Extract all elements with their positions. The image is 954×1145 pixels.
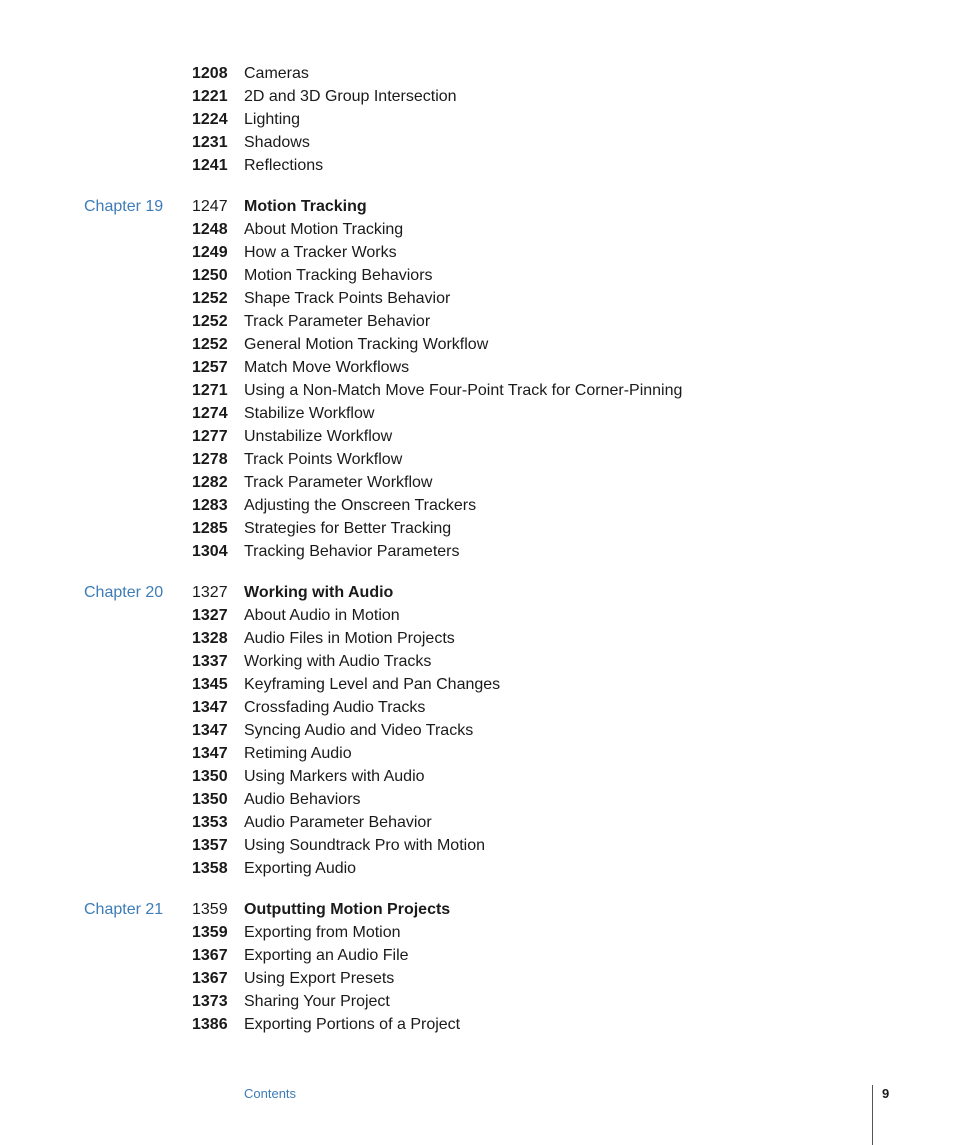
entry-title: Lighting — [244, 111, 301, 128]
entry-page-number: 1367 — [192, 947, 228, 964]
entry-title: Exporting Audio — [244, 860, 357, 877]
entry-page-number: 1347 — [192, 722, 228, 739]
entry-page-number: 1247 — [192, 198, 228, 215]
entry-title: Reflections — [244, 157, 324, 174]
toc-entry-row[interactable] — [0, 540, 954, 563]
entry-page-number: 1327 — [192, 607, 228, 624]
entry-page-number: 1328 — [192, 630, 228, 647]
entry-title: Using Export Presets — [244, 970, 395, 987]
entry-page-number: 1283 — [192, 497, 228, 514]
toc-entry-row[interactable] — [0, 1013, 954, 1036]
entry-title: Keyframing Level and Pan Changes — [244, 676, 501, 693]
toc-entry-row[interactable] — [0, 696, 954, 719]
entry-title: Syncing Audio and Video Tracks — [244, 722, 474, 739]
entry-page-number: 1252 — [192, 290, 228, 307]
entry-title: Sharing Your Project — [244, 993, 390, 1010]
entry-title: Using Soundtrack Pro with Motion — [244, 837, 485, 854]
entry-page-number: 1282 — [192, 474, 228, 491]
chapter-label: Chapter 20 — [84, 584, 164, 601]
toc-section — [0, 62, 954, 177]
entry-title: Audio Parameter Behavior — [244, 814, 432, 831]
toc-entry-row[interactable] — [0, 241, 954, 264]
toc-entry-row[interactable] — [0, 264, 954, 287]
entry-page-number: 1252 — [192, 336, 228, 353]
toc-entry-row[interactable] — [0, 218, 954, 241]
chapter-heading-row[interactable] — [0, 581, 954, 604]
chapter-heading-row[interactable] — [0, 898, 954, 921]
entry-title: About Audio in Motion — [244, 607, 400, 624]
entry-title: How a Tracker Works — [244, 244, 397, 261]
entry-page-number: 1359 — [192, 901, 228, 918]
toc-entry-row[interactable] — [0, 85, 954, 108]
entry-page-number: 1231 — [192, 134, 228, 151]
toc-entry-row[interactable] — [0, 494, 954, 517]
toc-entry-row[interactable] — [0, 471, 954, 494]
toc-section — [0, 581, 954, 880]
entry-title: Motion Tracking Behaviors — [244, 267, 433, 284]
entry-title: Match Move Workflows — [244, 359, 410, 376]
toc-entry-row[interactable] — [0, 967, 954, 990]
toc-entry-row[interactable] — [0, 990, 954, 1013]
toc-section — [0, 898, 954, 1036]
toc-entry-row[interactable] — [0, 425, 954, 448]
footer-page-number: 9 — [882, 1086, 890, 1101]
chapter-title: Working with Audio — [244, 584, 394, 601]
entry-title: Using Markers with Audio — [244, 768, 425, 785]
entry-page-number: 1347 — [192, 699, 228, 716]
entry-title: General Motion Tracking Workflow — [244, 336, 489, 353]
chapter-title: Motion Tracking — [244, 198, 367, 215]
entry-page-number: 1373 — [192, 993, 228, 1010]
toc-entry-row[interactable] — [0, 310, 954, 333]
toc-entry-row[interactable] — [0, 627, 954, 650]
entry-page-number: 1357 — [192, 837, 228, 854]
toc-entry-row[interactable] — [0, 287, 954, 310]
entry-title: Tracking Behavior Parameters — [244, 543, 460, 560]
chapter-label: Chapter 21 — [84, 901, 164, 918]
toc-entry-row[interactable] — [0, 944, 954, 967]
toc-entry-row[interactable] — [0, 857, 954, 880]
entry-page-number: 1347 — [192, 745, 228, 762]
entry-page-number: 1304 — [192, 543, 228, 560]
toc-entry-row[interactable] — [0, 788, 954, 811]
entry-title: Exporting an Audio File — [244, 947, 409, 964]
toc-entry-row[interactable] — [0, 834, 954, 857]
entry-title: Track Parameter Workflow — [244, 474, 433, 491]
entry-title: Working with Audio Tracks — [244, 653, 432, 670]
entry-page-number: 1285 — [192, 520, 228, 537]
toc-entry-row[interactable] — [0, 379, 954, 402]
entry-page-number: 1252 — [192, 313, 228, 330]
toc-section — [0, 195, 954, 563]
entry-title: Track Parameter Behavior — [244, 313, 431, 330]
entry-page-number: 1224 — [192, 111, 228, 128]
toc-entry-row[interactable] — [0, 650, 954, 673]
toc-entry-row[interactable] — [0, 62, 954, 85]
toc-entry-row[interactable] — [0, 604, 954, 627]
entry-title: Cameras — [244, 65, 309, 82]
entry-page-number: 1337 — [192, 653, 228, 670]
entry-page-number: 1278 — [192, 451, 228, 468]
entry-title: Strategies for Better Tracking — [244, 520, 452, 537]
chapter-label: Chapter 19 — [84, 198, 164, 215]
toc-entry-row[interactable] — [0, 154, 954, 177]
toc-entry-row[interactable] — [0, 742, 954, 765]
toc-entry-row[interactable] — [0, 673, 954, 696]
footer-section-label: Contents — [244, 1086, 297, 1101]
entry-title: Exporting Portions of a Project — [244, 1016, 461, 1033]
entry-page-number: 1353 — [192, 814, 228, 831]
toc-entry-row[interactable] — [0, 719, 954, 742]
entry-page-number: 1367 — [192, 970, 228, 987]
entry-title: 2D and 3D Group Intersection — [244, 88, 457, 105]
entry-title: Audio Files in Motion Projects — [244, 630, 455, 647]
entry-title: Stabilize Workflow — [244, 405, 375, 422]
entry-title: Adjusting the Onscreen Trackers — [244, 497, 477, 514]
entry-page-number: 1257 — [192, 359, 228, 376]
toc-entry-row[interactable] — [0, 448, 954, 471]
entry-page-number: 1327 — [192, 584, 228, 601]
entry-page-number: 1277 — [192, 428, 228, 445]
toc-entry-row[interactable] — [0, 356, 954, 379]
entry-title: Using a Non-Match Move Four-Point Track for Corner-Pinning — [244, 382, 683, 399]
toc-entry-row[interactable] — [0, 333, 954, 356]
entry-page-number: 1271 — [192, 382, 228, 399]
entry-title: Shape Track Points Behavior — [244, 290, 451, 307]
entry-page-number: 1208 — [192, 65, 228, 82]
toc-entry-row[interactable] — [0, 402, 954, 425]
entry-page-number: 1249 — [192, 244, 228, 261]
entry-title: Audio Behaviors — [244, 791, 361, 808]
entry-page-number: 1345 — [192, 676, 228, 693]
entry-page-number: 1241 — [192, 157, 228, 174]
toc-entry-row[interactable] — [0, 131, 954, 154]
toc-entry-row[interactable] — [0, 108, 954, 131]
footer-divider — [872, 1085, 873, 1145]
toc-entry-row[interactable] — [0, 517, 954, 540]
entry-page-number: 1359 — [192, 924, 228, 941]
entry-title: Retiming Audio — [244, 745, 352, 762]
entry-title: Crossfading Audio Tracks — [244, 699, 426, 716]
entry-page-number: 1248 — [192, 221, 228, 238]
entry-title: Unstabilize Workflow — [244, 428, 393, 445]
entry-page-number: 1350 — [192, 791, 228, 808]
entry-title: Exporting from Motion — [244, 924, 401, 941]
entry-title: Shadows — [244, 134, 310, 151]
entry-page-number: 1350 — [192, 768, 228, 785]
toc-entry-row[interactable] — [0, 921, 954, 944]
entry-page-number: 1386 — [192, 1016, 228, 1033]
toc-entry-row[interactable] — [0, 765, 954, 788]
chapter-heading-row[interactable] — [0, 195, 954, 218]
entry-page-number: 1221 — [192, 88, 228, 105]
entry-title: Track Points Workflow — [244, 451, 403, 468]
table-of-contents — [0, 62, 954, 1036]
entry-page-number: 1358 — [192, 860, 228, 877]
toc-entry-row[interactable] — [0, 811, 954, 834]
chapter-title: Outputting Motion Projects — [244, 901, 451, 918]
entry-title: About Motion Tracking — [244, 221, 404, 238]
entry-page-number: 1250 — [192, 267, 228, 284]
entry-page-number: 1274 — [192, 405, 228, 422]
